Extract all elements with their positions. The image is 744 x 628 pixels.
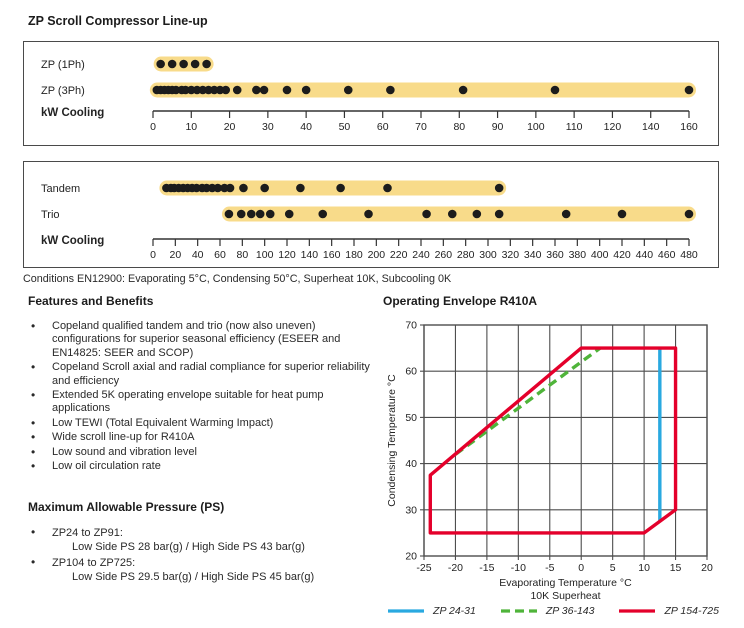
legend-line-sample bbox=[387, 608, 425, 614]
x-tick-label: 80 bbox=[453, 121, 466, 133]
y-tick-label: 70 bbox=[405, 319, 417, 332]
x-tick-label: -25 bbox=[416, 562, 432, 574]
x-tick-label: -20 bbox=[447, 562, 464, 574]
feature-item: • Low sound and vibration level bbox=[28, 446, 378, 459]
legend-item bbox=[618, 605, 718, 617]
x-tick-label: 260 bbox=[434, 249, 453, 261]
model-dot bbox=[344, 86, 353, 95]
pressure-list bbox=[28, 526, 378, 584]
legend-label: ZP 24-31 bbox=[433, 605, 476, 617]
model-dot bbox=[156, 60, 165, 69]
x-tick-label: 140 bbox=[300, 249, 319, 261]
model-dot bbox=[233, 86, 242, 95]
x-tick-label: 15 bbox=[669, 562, 682, 574]
page-title: ZP Scroll Compressor Line-up bbox=[28, 14, 208, 28]
model-dot bbox=[191, 60, 200, 69]
row-label: ZP (1Ph) bbox=[41, 59, 85, 71]
model-dot bbox=[495, 210, 504, 219]
envelope-legend bbox=[383, 605, 723, 617]
x-tick-label: 90 bbox=[491, 121, 504, 133]
x-axis-title: kW Cooling bbox=[41, 107, 105, 119]
x-tick-label: 50 bbox=[338, 121, 351, 133]
model-dot bbox=[168, 60, 177, 69]
x-tick-label: 0 bbox=[150, 121, 156, 133]
x-tick-label: 60 bbox=[376, 121, 389, 133]
y-tick-label: 20 bbox=[405, 550, 417, 563]
y-tick-label: 50 bbox=[405, 411, 417, 424]
features-title: Features and Benefits bbox=[28, 294, 154, 308]
row-label: Trio bbox=[41, 209, 60, 221]
x-tick-label: 480 bbox=[680, 249, 698, 261]
x-tick-label: 100 bbox=[527, 121, 545, 133]
model-dot bbox=[386, 86, 395, 95]
x-tick-label: 240 bbox=[412, 249, 430, 261]
x-tick-label: 40 bbox=[300, 121, 312, 133]
tandem-trio-dot-plot bbox=[24, 162, 717, 266]
feature-item: • Copeland qualified tandem and trio (now also uneven) configurations for superior seasonal efficiency (ESEER and EN14825: SEER and SCOP) bbox=[28, 320, 378, 360]
x-tick-label: 120 bbox=[278, 249, 296, 261]
model-dot bbox=[562, 210, 571, 219]
model-dot bbox=[260, 86, 269, 95]
x-tick-label: 440 bbox=[635, 249, 654, 261]
model-dot bbox=[225, 210, 234, 219]
feature-item: • Extended 5K operating envelope suitable for heat pump applications bbox=[28, 389, 378, 416]
y-tick-label: 40 bbox=[405, 458, 417, 471]
x-tick-label: 160 bbox=[322, 249, 341, 261]
x-axis-title: Evaporating Temperature °C bbox=[499, 577, 632, 589]
x-tick-label: 400 bbox=[590, 249, 609, 261]
x-tick-label: 200 bbox=[367, 249, 386, 261]
pressure-item bbox=[28, 556, 378, 585]
features-section bbox=[28, 294, 378, 474]
capacity-range-band bbox=[150, 83, 696, 98]
x-tick-label: 180 bbox=[345, 249, 363, 261]
model-dot bbox=[285, 210, 294, 219]
model-dot bbox=[302, 86, 311, 95]
x-tick-label: 20 bbox=[701, 562, 713, 574]
model-dot bbox=[266, 210, 275, 219]
legend-item bbox=[387, 605, 476, 617]
x-tick-label: 10 bbox=[638, 562, 650, 574]
model-dot bbox=[318, 210, 327, 219]
x-tick-label: 280 bbox=[456, 249, 475, 261]
model-dot bbox=[296, 184, 305, 193]
y-tick-label: 30 bbox=[405, 504, 417, 517]
legend-label: ZP 36-143 bbox=[545, 605, 595, 617]
x-tick-label: 320 bbox=[501, 249, 520, 261]
lineup-chart-zp bbox=[23, 41, 719, 146]
model-dot bbox=[179, 60, 188, 69]
legend-label: ZP 154-725 bbox=[664, 605, 719, 617]
model-dot bbox=[495, 184, 504, 193]
pressure-range: ZP104 to ZP725: bbox=[52, 556, 136, 569]
zp-lineup-dot-plot bbox=[24, 42, 717, 144]
legend-line-sample bbox=[500, 608, 538, 614]
pressure-title: Maximum Allowable Pressure (PS) bbox=[28, 500, 225, 514]
x-tick-label: 40 bbox=[191, 249, 204, 261]
model-dot bbox=[336, 184, 345, 193]
pressure-detail: Low Side PS 28 bar(g) / High Side PS 43 bar(g) bbox=[72, 541, 305, 554]
model-dot bbox=[239, 184, 248, 193]
x-tick-label: 220 bbox=[389, 249, 408, 261]
x-tick-label: 140 bbox=[641, 121, 660, 133]
x-tick-label: 360 bbox=[546, 249, 564, 261]
x-tick-label: 5 bbox=[609, 562, 616, 574]
y-axis-title: Condensing Temperature °C bbox=[386, 374, 398, 507]
x-tick-label: 460 bbox=[657, 249, 676, 261]
x-tick-label: 0 bbox=[150, 249, 156, 261]
x-tick-label: 100 bbox=[255, 249, 274, 261]
row-label: Tandem bbox=[41, 183, 81, 195]
x-tick-label: 10 bbox=[185, 121, 198, 133]
x-tick-label: 120 bbox=[603, 121, 622, 133]
envelope-series-zp-154-725 bbox=[430, 348, 675, 533]
x-tick-label: 20 bbox=[169, 249, 182, 261]
x-tick-label: -15 bbox=[479, 562, 495, 574]
x-tick-label: 30 bbox=[262, 121, 274, 133]
model-dot bbox=[256, 210, 265, 219]
pressure-detail: Low Side PS 29.5 bar(g) / High Side PS 45 bar(g) bbox=[72, 570, 315, 583]
x-tick-label: 60 bbox=[214, 249, 226, 261]
model-dot bbox=[618, 210, 627, 219]
model-dot bbox=[202, 60, 211, 69]
feature-item: • Wide scroll line-up for R410A bbox=[28, 431, 378, 444]
x-tick-label: 110 bbox=[565, 121, 583, 133]
model-dot bbox=[383, 184, 392, 193]
model-dot bbox=[448, 210, 457, 219]
y-tick-label: 60 bbox=[405, 365, 417, 378]
envelope-series-zp-36-143 bbox=[455, 348, 600, 454]
x-axis-subtitle: 10K Superheat bbox=[530, 590, 601, 602]
model-dot bbox=[283, 86, 292, 95]
x-tick-label: 340 bbox=[523, 249, 542, 261]
row-label: ZP (3Ph) bbox=[41, 85, 85, 97]
x-tick-label: 70 bbox=[415, 121, 427, 133]
model-dot bbox=[252, 86, 261, 95]
model-dot bbox=[685, 86, 694, 95]
pressure-range: ZP24 to ZP91: bbox=[52, 527, 123, 539]
x-tick-label: -10 bbox=[510, 562, 526, 574]
x-tick-label: 380 bbox=[568, 249, 587, 261]
x-axis-title: kW Cooling bbox=[41, 235, 105, 247]
feature-item: • Copeland Scroll axial and radial compliance for superior reliability and efficiency bbox=[28, 361, 378, 388]
x-tick-label: 20 bbox=[223, 121, 236, 133]
x-tick-label: 160 bbox=[680, 121, 698, 133]
legend-item bbox=[500, 605, 595, 617]
x-tick-label: 0 bbox=[578, 562, 585, 574]
model-dot bbox=[551, 86, 560, 95]
envelope-title: Operating Envelope R410A bbox=[383, 294, 538, 308]
legend-line-sample bbox=[618, 608, 656, 614]
model-dot bbox=[226, 184, 235, 193]
model-dot bbox=[459, 86, 468, 95]
model-dot bbox=[247, 210, 256, 219]
feature-item: • Low TEWI (Total Equivalent Warming Impact) bbox=[28, 417, 378, 430]
pressure-section bbox=[28, 500, 378, 585]
model-dot bbox=[364, 210, 373, 219]
features-list bbox=[28, 320, 378, 473]
envelope-section bbox=[383, 294, 739, 617]
x-tick-label: -5 bbox=[545, 562, 555, 574]
model-dot bbox=[473, 210, 482, 219]
x-tick-label: 80 bbox=[236, 249, 249, 261]
operating-envelope-chart bbox=[383, 315, 735, 603]
lineup-chart-tandem-trio bbox=[23, 161, 719, 268]
model-dot bbox=[422, 210, 431, 219]
conditions-note: Conditions EN12900: Evaporating 5°C, Condensing 50°C, Superheat 10K, Subcooling 0K bbox=[23, 273, 452, 285]
x-tick-label: 300 bbox=[479, 249, 497, 261]
model-dot bbox=[685, 210, 694, 219]
model-dot bbox=[260, 184, 269, 193]
pressure-item bbox=[28, 526, 378, 555]
x-tick-label: 420 bbox=[613, 249, 631, 261]
feature-item: • Low oil circulation rate bbox=[28, 460, 378, 473]
model-dot bbox=[237, 210, 246, 219]
model-dot bbox=[221, 86, 230, 95]
